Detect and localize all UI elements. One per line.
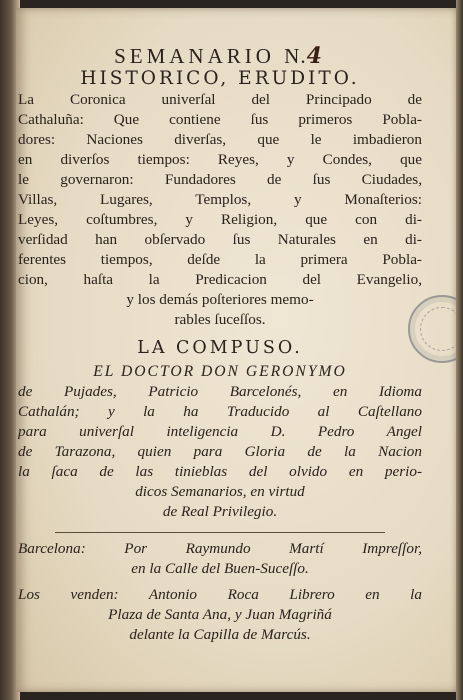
title-word: SEMANARIO (114, 44, 275, 68)
author-line: de Tarazona, quien para Gloria de la Nacion (18, 443, 422, 460)
imprint-line: Barcelona: Por Raymundo Martí Impreſſor, (18, 540, 422, 557)
subtitle: HISTORICO, ERUDITO. (80, 68, 360, 89)
intro-line: le governaron: Fundadores de ſus Ciudades, (18, 171, 422, 188)
author-line: de Real Privilegio. (162, 503, 278, 520)
issue-label: N. (284, 44, 307, 68)
page-edge (456, 0, 463, 700)
intro-line: verſidad han obſervado ſus Naturales en di- (18, 231, 422, 248)
intro-line: Leyes, coſtumbres, y Religion, que con di- (18, 211, 422, 228)
intro-line: ferentes tiempos, deſde la primera Pobla- (18, 251, 422, 268)
imprint-line: en la Calle del Buen-Suceſſo. (131, 560, 309, 577)
divider-rule (55, 532, 385, 533)
intro-line: Villas, Lugares, Templos, y Monaſterios: (18, 191, 422, 208)
compuso-heading: LA COMPUSO. (137, 338, 303, 358)
sellers-line: Los venden: Antonio Roca Librero en la (18, 586, 422, 603)
intro-line: en diverſos tiempos: Reyes, y Condes, que (18, 151, 422, 168)
author-line: dicos Semanarios, en virtud (135, 483, 305, 500)
intro-line: dores: Naciones diverſas, que le imbadieron (18, 131, 422, 148)
author-line: para univerſal inteligencia D. Pedro Angel (18, 423, 422, 440)
author-line: Cathalán; y la ha Traducido al Caſtellano (18, 403, 422, 420)
sellers-line: Plaza de Santa Ana, y Juan Magriñá (108, 606, 332, 623)
sellers-line: delante la Capilla de Marcús. (129, 626, 311, 643)
intro-line: La Coronica univerſal del Principado de (18, 91, 422, 108)
intro-line: Cathaluña: Que contiene ſus primeros Pobla- (18, 111, 422, 128)
issue-number: 4 (306, 44, 326, 68)
intro-line: y los demás poſteriores memo- (126, 291, 314, 308)
intro-line: cion, haſta la Predicacion del Evangelio, (18, 271, 422, 288)
main-title (18, 44, 422, 68)
author-name: EL DOCTOR DON GERONYMO (93, 363, 347, 380)
author-line: la ſaca de las tinieblas del olvido en perio- (18, 463, 422, 480)
title-page-text (18, 44, 422, 645)
intro-line: rables ſuceſſos. (174, 311, 266, 328)
author-line: de Pujades, Patricio Barcelonés, en Idioma (18, 383, 422, 400)
